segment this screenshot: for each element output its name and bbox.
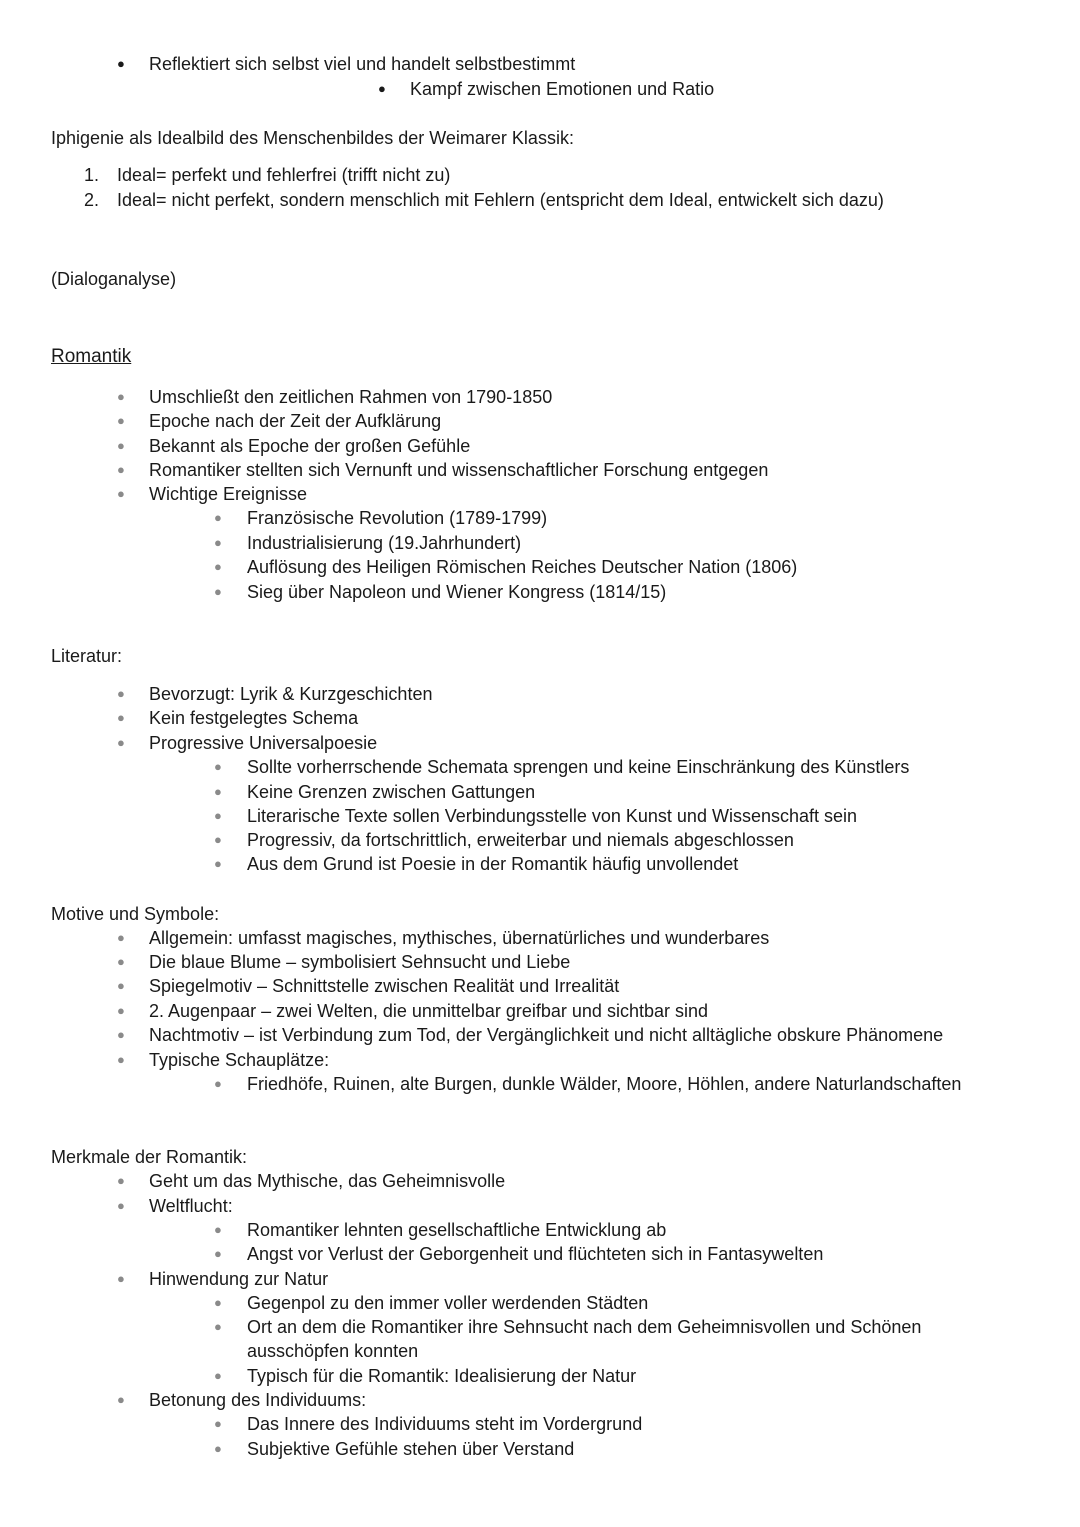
bullet: ● [117, 1027, 125, 1042]
bullet: ● [214, 1368, 222, 1383]
list-item: Allgemein: umfasst magisches, mythisches, übernatürliches und wunderbares [149, 928, 770, 948]
sub-item: Literarische Texte sollen Verbindungsstelle von Kunst und Wissenschaft sein [247, 806, 858, 826]
sub-item: Sollte vorherrschende Schemata sprengen und keine Einschränkung des Künstlers [247, 757, 910, 777]
sub-item: Aus dem Grund ist Poesie in der Romantik häufig unvollendet [247, 854, 739, 874]
sub-item: Romantiker lehnten gesellschaftliche Entwicklung ab [247, 1220, 667, 1240]
dialog-note: (Dialoganalyse) [51, 269, 177, 289]
section-title-romantik: Romantik [51, 346, 132, 367]
bullet: ● [214, 784, 222, 799]
bullet: ● [214, 1222, 222, 1237]
list-item: Weltflucht: [149, 1196, 233, 1216]
bullet: ● [117, 1173, 125, 1188]
top-line-1: Reflektiert sich selbst viel und handelt selbstbestimmt [149, 54, 576, 74]
sub-item: Progressiv, da fortschrittlich, erweiterbar und niemals abgeschlossen [247, 830, 794, 850]
top-line-2: Kampf zwischen Emotionen und Ratio [410, 79, 715, 99]
list-item: Spiegelmotiv – Schnittstelle zwischen Realität und Irrealität [149, 976, 620, 996]
list-item: Kein festgelegtes Schema [149, 708, 359, 728]
list-item: Bevorzugt: Lyrik & Kurzgeschichten [149, 684, 433, 704]
bullet: ● [117, 1003, 125, 1018]
sub-item: Ort an dem die Romantiker ihre Sehnsucht nach dem Geheimnisvollen und Schönen [247, 1317, 922, 1337]
sub-item: Typisch für die Romantik: Idealisierung der Natur [247, 1366, 637, 1386]
bullet: ● [214, 1441, 222, 1456]
list-item: Die blaue Blume – symbolisiert Sehnsucht und Liebe [149, 952, 571, 972]
bullet: ● [117, 735, 125, 750]
list-item: Typische Schauplätze: [149, 1050, 330, 1070]
bullet: ● [214, 584, 222, 599]
literatur-heading: Literatur: [51, 646, 123, 666]
bullet: ● [117, 1271, 125, 1286]
bullet: ● [117, 930, 125, 945]
bullet: ● [214, 1246, 222, 1261]
list-number: 1. [84, 165, 100, 185]
bullet: ● [117, 389, 125, 404]
list-item: Hinwendung zur Natur [149, 1269, 329, 1289]
iphigenie-heading: Iphigenie als Idealbild des Menschenbildes der Weimarer Klassik: [51, 128, 574, 148]
bullet: ● [117, 1052, 125, 1067]
sub-item: Sieg über Napoleon und Wiener Kongress (1814/15) [247, 582, 667, 602]
bullet: ● [117, 56, 125, 71]
sub-item: Französische Revolution (1789-1799) [247, 508, 548, 528]
bullet: ● [214, 1295, 222, 1310]
bullet: ● [117, 1198, 125, 1213]
list-item: 2. Augenpaar – zwei Welten, die unmittelbar greifbar und sichtbar sind [149, 1001, 708, 1021]
merkmale-heading: Merkmale der Romantik: [51, 1147, 248, 1167]
list-item: Progressive Universalpoesie [149, 733, 378, 753]
bullet: ● [117, 978, 125, 993]
list-item: Bekannt als Epoche der großen Gefühle [149, 436, 471, 456]
list-item: Ideal= perfekt und fehlerfrei (trifft nicht zu) [117, 165, 451, 185]
bullet: ● [378, 81, 386, 96]
list-item: Umschließt den zeitlichen Rahmen von 1790-1850 [149, 387, 553, 407]
sub-item: Subjektive Gefühle stehen über Verstand [247, 1439, 575, 1459]
sub-item: Auflösung des Heiligen Römischen Reiches Deutscher Nation (1806) [247, 557, 798, 577]
bullet: ● [214, 510, 222, 525]
bullet: ● [214, 535, 222, 550]
sub-item: Angst vor Verlust der Geborgenheit und flüchteten sich in Fantasywelten [247, 1244, 824, 1264]
bullet: ● [117, 1392, 125, 1407]
bullet: ● [214, 832, 222, 847]
bullet: ● [214, 1416, 222, 1431]
bullet: ● [117, 413, 125, 428]
sub-item: Das Innere des Individuums steht im Vordergrund [247, 1414, 643, 1434]
bullet: ● [117, 686, 125, 701]
sub-item: Industrialisierung (19.Jahrhundert) [247, 533, 522, 553]
bullet: ● [214, 1076, 222, 1091]
list-item: Ideal= nicht perfekt, sondern menschlich mit Fehlern (entspricht dem Ideal, entwickelt sich dazu) [117, 190, 884, 210]
bullet: ● [214, 808, 222, 823]
sub-item: Friedhöfe, Ruinen, alte Burgen, dunkle Wälder, Moore, Höhlen, andere Naturlandschaften [247, 1074, 962, 1094]
sub-item: Keine Grenzen zwischen Gattungen [247, 782, 536, 802]
bullet: ● [117, 954, 125, 969]
bullet: ● [214, 1319, 222, 1334]
sub-item-continuation: ausschöpfen konnten [247, 1341, 419, 1361]
list-item: Betonung des Individuums: [149, 1390, 367, 1410]
bullet: ● [117, 486, 125, 501]
list-item: Nachtmotiv – ist Verbindung zum Tod, der Vergänglichkeit und nicht alltägliche obskure Phänomene [149, 1025, 944, 1045]
bullet: ● [117, 710, 125, 725]
list-item: Romantiker stellten sich Vernunft und wissenschaftlicher Forschung entgegen [149, 460, 769, 480]
list-item: Geht um das Mythische, das Geheimnisvolle [149, 1171, 506, 1191]
bullet: ● [214, 559, 222, 574]
sub-item: Gegenpol zu den immer voller werdenden Städten [247, 1293, 649, 1313]
list-item: Wichtige Ereignisse [149, 484, 308, 504]
bullet: ● [117, 462, 125, 477]
bullet: ● [214, 856, 222, 871]
bullet: ● [214, 759, 222, 774]
bullet: ● [117, 438, 125, 453]
motive-heading: Motive und Symbole: [51, 904, 220, 924]
list-number: 2. [84, 190, 100, 210]
list-item: Epoche nach der Zeit der Aufklärung [149, 411, 442, 431]
